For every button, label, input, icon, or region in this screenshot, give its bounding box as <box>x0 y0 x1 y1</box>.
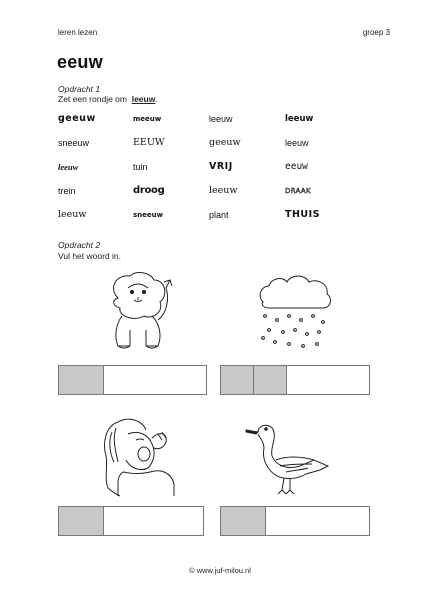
word-cell[interactable]: trein <box>58 186 76 196</box>
word-cell[interactable]: DRAAK <box>285 187 311 195</box>
word-cell[interactable]: eeuw <box>285 161 308 172</box>
answer-box-blank-cell[interactable] <box>266 507 369 535</box>
word-cell[interactable]: leeuw <box>58 162 79 172</box>
word-cell[interactable]: leeuw <box>209 114 233 124</box>
assignment-1-label: Opdracht 1 <box>58 84 101 94</box>
word-cell[interactable]: tuin <box>133 162 148 172</box>
answer-box-blank-cell[interactable] <box>287 366 369 394</box>
answer-box-blank-cell[interactable] <box>104 366 206 394</box>
word-cell[interactable]: sneeuw <box>58 138 90 148</box>
word-row <box>58 209 358 233</box>
word-cell[interactable]: leeuw <box>58 209 87 220</box>
instruction-suffix: . <box>155 94 158 104</box>
snow-cloud-icon <box>255 272 335 352</box>
footer-credit: © www.juf-milou.nl <box>189 566 251 575</box>
word-cell[interactable]: plant <box>209 210 229 220</box>
seagull-icon <box>242 420 332 498</box>
word-cell[interactable]: droog <box>133 185 165 196</box>
word-cell[interactable]: VRIJ <box>209 161 233 172</box>
word-row <box>58 185 358 209</box>
assignment-2-label: Opdracht 2 <box>58 240 101 250</box>
word-cell[interactable]: EEUW <box>133 137 165 148</box>
assignment-2-instruction: Vul het woord in. <box>58 251 121 261</box>
word-cell[interactable]: geeuw <box>209 137 241 148</box>
answer-box-shaded-cell <box>221 366 254 394</box>
word-cell[interactable]: leeuw <box>209 185 238 196</box>
answer-box-shaded-cell <box>59 366 104 394</box>
lion-icon <box>100 268 180 353</box>
target-word: leeuw <box>131 94 156 104</box>
assignment-1-instruction <box>58 94 158 104</box>
answer-box-yawn[interactable] <box>58 506 204 536</box>
answer-box-shaded-cell <box>59 507 104 535</box>
answer-box-blank-cell[interactable] <box>104 507 203 535</box>
word-cell[interactable]: leeuw <box>285 114 314 124</box>
answer-box-shaded-cell <box>254 366 287 394</box>
yawning-person-icon <box>98 412 183 497</box>
header-left: leren lezen <box>58 28 98 37</box>
word-cell[interactable]: leeuw <box>285 138 309 148</box>
answer-box-snow[interactable] <box>220 365 370 395</box>
word-row <box>58 161 358 185</box>
answer-box-shaded-cell <box>221 507 266 535</box>
header-right: groep 3 <box>362 28 390 37</box>
word-cell[interactable]: geeuw <box>58 113 96 124</box>
word-grid <box>58 113 358 233</box>
word-cell[interactable]: meeuw <box>133 115 162 123</box>
word-row <box>58 113 358 137</box>
word-cell[interactable]: sneeuw <box>133 211 164 219</box>
word-row <box>58 137 358 161</box>
page-title: eeuw <box>57 52 103 72</box>
answer-box-lion[interactable] <box>58 365 207 395</box>
instruction-prefix: Zet een rondje om <box>58 94 127 104</box>
word-cell[interactable]: THUIS <box>285 209 321 220</box>
answer-box-seagull[interactable] <box>220 506 370 536</box>
